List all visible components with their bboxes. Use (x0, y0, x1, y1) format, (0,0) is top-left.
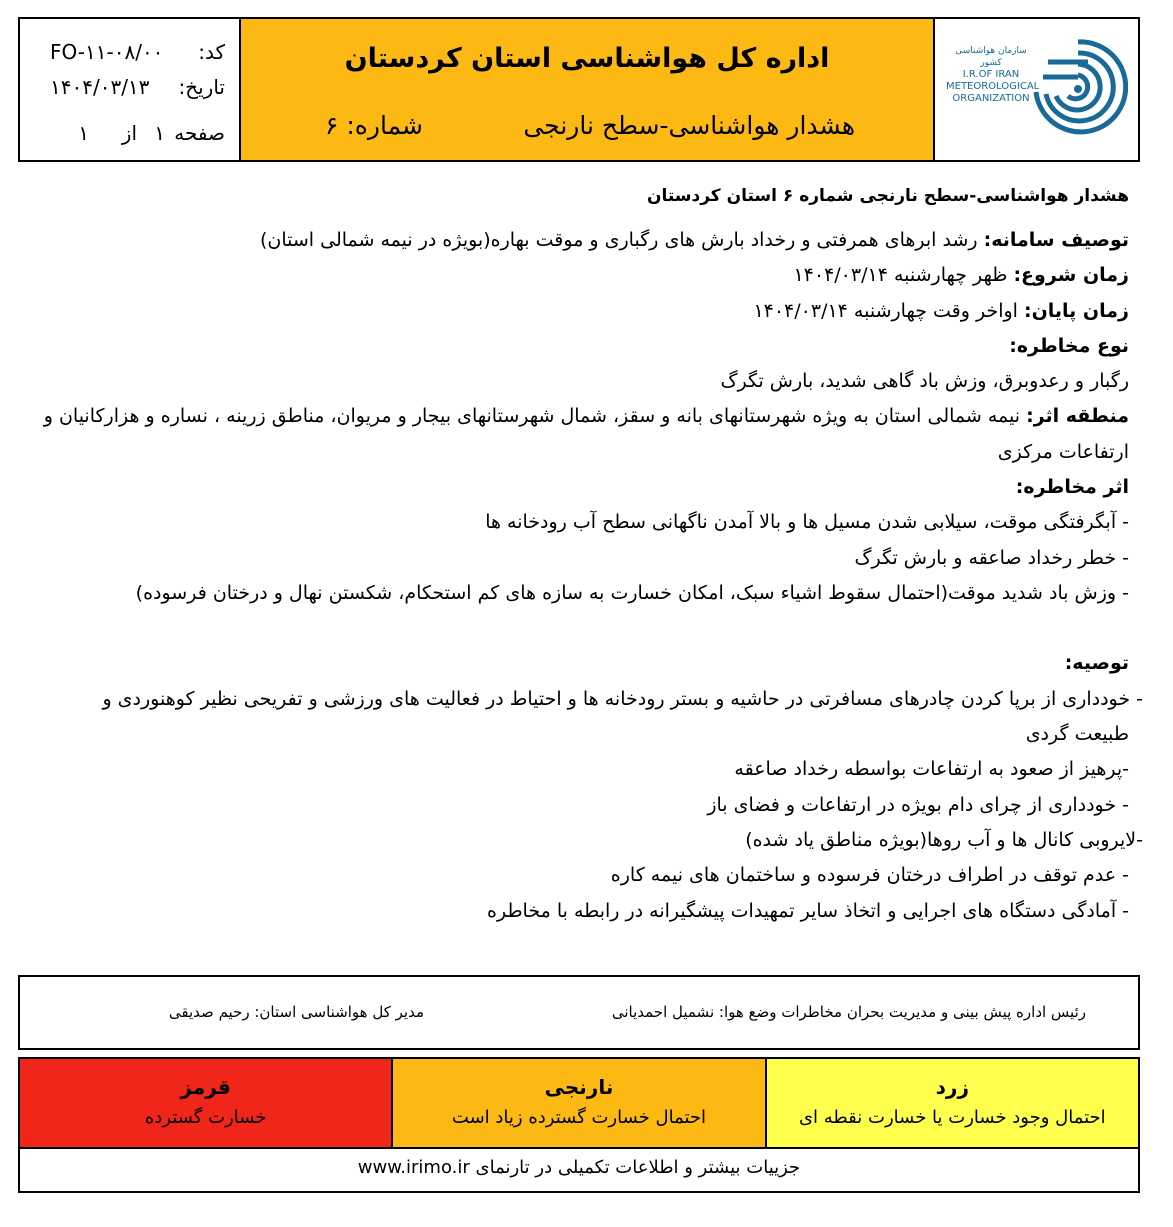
document-meta (20, 19, 241, 160)
legend-orange-desc: احتمال خسارت گسترده زیاد است (451, 1107, 707, 1128)
page-label: صفحه (174, 121, 225, 145)
logo-text-line3: ORGANIZATION (952, 93, 1030, 104)
director-signature: مدیر کل هواشناسی استان: رحیم صدیقی (168, 1003, 424, 1021)
meteorological-organization-logo-icon (1028, 32, 1128, 150)
code-label: کد: (198, 40, 225, 64)
code-value: FO-۱۱-۰۸/۰۰ (50, 40, 164, 64)
effect-label: اثر مخاطره: (1015, 476, 1129, 498)
list-item: - وزش باد شدید موقت(احتمال سقوط اشیاء سبک، امکان خسارت به سازه های کم استحکام، شکستن نهال و درختان فرسوده) (135, 582, 1129, 604)
legend-yellow-name: زرد (935, 1075, 969, 1099)
more-info-link[interactable]: جزییات بیشتر و اطلاعات تکمیلی در تارنمای www.irimo.ir (357, 1157, 801, 1178)
title-banner (241, 19, 935, 160)
page-title: اداره کل هواشناسی استان کردستان (344, 43, 830, 74)
page-total: ۱ (78, 121, 89, 145)
system-label: توصیف سامانه: (983, 229, 1129, 251)
start-time (793, 264, 1129, 286)
system-description (260, 229, 1129, 251)
list-item: - خودداری از برپا کردن چادرهای مسافرتی در حاشیه و بستر رودخانه ها و احتیاط در فعالیت های ورزشی و تفریحی نظیر کوهنوردی و (102, 688, 1143, 710)
affected-area (44, 405, 1129, 427)
end-text: اواخر وقت چهارشنبه ۱۴۰۴/۰۳/۱۴ (753, 300, 1024, 322)
end-time (753, 300, 1129, 322)
hazard-label: نوع مخاطره: (1009, 335, 1129, 357)
advice-label: توصیه: (1064, 652, 1129, 674)
warning-level-title: هشدار هواشناسی-سطح نارنجی (523, 111, 855, 140)
start-label: زمان شروع: (1013, 264, 1129, 286)
area-text-continued: ارتفاعات مرکزی (997, 441, 1129, 463)
logo-text-fa: سازمان هواشناسی کشور (955, 46, 1027, 68)
list-item: -لایروبی کانال ها و آب روها(بویژه مناطق یاد شده) (745, 829, 1143, 851)
list-item: - خطر رخداد صاعقه و بارش تگرگ (854, 547, 1129, 569)
warning-levels-legend (18, 1057, 1140, 1193)
logo-text (946, 45, 1040, 105)
legend-yellow (765, 1059, 1138, 1147)
forecast-head-signature: رئیس اداره پیش بینی و مدیریت بحران مخاطرات وضع هوا: نشمیل احمدیانی (611, 1003, 1086, 1021)
end-label: زمان پایان: (1023, 300, 1129, 322)
legend-orange (391, 1059, 764, 1147)
legend-red (20, 1059, 391, 1147)
list-item: - عدم توقف در اطراف درختان فرسوده و ساختمان های نیمه کاره (610, 864, 1129, 886)
list-item: -پرهیز از صعود به ارتفاعات بواسطه رخداد صاعقه (734, 758, 1129, 780)
area-label: منطقه اثر: (1026, 405, 1129, 427)
date-label: تاریخ: (178, 75, 225, 99)
list-item: - آبگرفتگی موقت، سیلابی شدن مسیل ها و بالا آمدن ناگهانی سطح آب رودخانه ها (485, 511, 1129, 533)
warning-number: شماره: ۶ (325, 111, 423, 140)
logo-text-line1: I.R.OF IRAN (962, 69, 1020, 80)
logo-text-line2: METEOROLOGICAL (946, 81, 1040, 92)
start-text: ظهر چهارشنبه ۱۴۰۴/۰۳/۱۴ (793, 264, 1014, 286)
signature-box (18, 975, 1140, 1050)
list-item: - خودداری از چرای دام بویژه در ارتفاعات و فضای باز (707, 794, 1129, 816)
list-item: - آمادگی دستگاه های اجرایی و اتخاذ سایر تمهیدات پیشگیرانه در رابطه با مخاطره (487, 900, 1129, 922)
legend-yellow-desc: احتمال وجود خسارت یا خسارت نقطه ای (798, 1107, 1106, 1128)
legend-orange-name: نارنجی (544, 1075, 614, 1099)
system-text: رشد ابرهای همرفتی و رخداد بارش های رگباری و موقت بهاره(بویژه در نیمه شمالی استان) (260, 229, 984, 251)
logo (935, 19, 1138, 160)
date-value: ۱۴۰۴/۰۳/۱۳ (50, 75, 150, 99)
list-item-continued: طبیعت گردی (1025, 723, 1129, 745)
warning-heading: هشدار هواشناسی-سطح نارنجی شماره ۶ استان کردستان (646, 186, 1129, 206)
area-text: نیمه شمالی استان به ویژه شهرستانهای بانه و سقز، شمال شهرستانهای بیجار و مریوان، مناطق زرینه ، نساره و هزارکانیان و (43, 405, 1027, 427)
legend-red-desc: خسارت گسترده (144, 1107, 267, 1128)
page-current: ۱ (154, 121, 165, 145)
hazard-text: رگبار و رعدوبرق، وزش باد گاهی شدید، بارش تگرگ (720, 370, 1129, 392)
document-header (18, 17, 1140, 162)
legend-red-name: قرمز (180, 1075, 231, 1099)
page-of: از (121, 121, 137, 145)
